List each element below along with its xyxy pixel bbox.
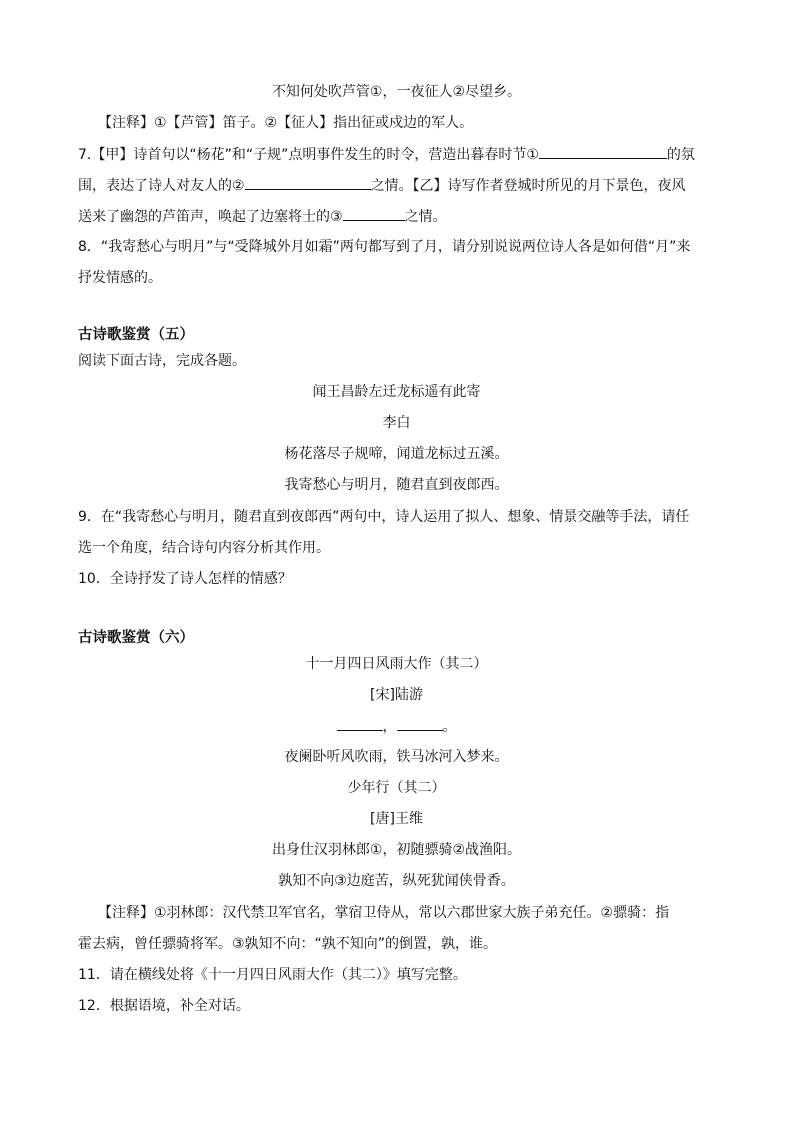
q7-text-a: 7.【甲】诗首句以“杨花”和“子规”点明事件发生的时令，营造出暮春时节① — [78, 147, 539, 163]
q7-blank-3[interactable] — [343, 206, 405, 221]
section-5-author: 李白 — [382, 415, 411, 431]
q7-text-b: 的氛 — [666, 147, 695, 163]
q7-blank-2[interactable] — [245, 175, 371, 190]
poem-1-blank-a[interactable] — [337, 716, 383, 731]
q7-text-c: 围，表达了诗人对友人的② — [78, 178, 245, 194]
poem-1-blank-b[interactable] — [397, 716, 443, 731]
q7-text-d: 之情。【乙】诗写作者登城时所见的月下景色，夜风 — [370, 178, 686, 194]
poem-top-note: 【注释】①【芦管】笛子。②【征人】指出征或戍边的军人。 — [98, 115, 474, 131]
question-8-line1: 8．“我寄愁心与明月”与“受降城外月如霜”两句都写到了月，请分别说说两位诗人各是如何借“月”来 — [78, 239, 691, 255]
section-5-instruction: 阅读下面古诗，完成各题。 — [78, 353, 246, 369]
question-8-line2: 抒发情感的。 — [78, 270, 162, 286]
q7-blank-1[interactable] — [539, 144, 667, 159]
q7-text-e: 送来了幽怨的芦笛声，唤起了边塞将士的③ — [78, 209, 343, 225]
poem-2-verse-1: 出身仕汉羽林郎①，初随骠骑②战渔阳。 — [271, 842, 522, 858]
poem-2-title: 少年行（其二） — [347, 780, 446, 796]
question-12: 12．根据语境，补全对话。 — [78, 998, 250, 1014]
question-9-line1: 9．在“我寄愁心与明月，随君直到夜郎西”两句中，诗人运用了拟人、想象、情景交融等手法，请任 — [78, 509, 690, 525]
section-5-poem-title: 闻王昌龄左迁龙标遥有此寄 — [312, 384, 481, 400]
section-6-heading: 古诗歌鉴赏（六） — [78, 630, 194, 646]
poem-1-blank-sep: ， — [382, 719, 397, 735]
poem-top-line: 不知何处吹芦管①，一夜征人②尽望乡。 — [271, 84, 522, 100]
poem-2-verse-2: 孰知不向③边庭苦，纵死犹闻侠骨香。 — [278, 873, 515, 889]
poem-2-author: [唐]王维 — [370, 811, 423, 827]
question-7-line1 — [78, 144, 695, 165]
question-9-line2: 选一个角度，结合诗句内容分析其作用。 — [78, 540, 330, 556]
poem-1-blank-line — [0, 716, 793, 737]
q7-text-f: 之情。 — [404, 209, 447, 225]
poem-1-verse: 夜阑卧听风吹雨，铁马冰河入梦来。 — [284, 749, 509, 765]
question-10: 10．全诗抒发了诗人怎样的情感？ — [78, 571, 292, 587]
section-6-note-line2: 霍去病，曾任骠骑将军。③孰知不向：“孰不知向”的倒置，孰，谁。 — [78, 936, 498, 952]
section-5-heading: 古诗歌鉴赏（五） — [78, 327, 194, 343]
section-5-verse-2: 我寄愁心与明月，随君直到夜郎西。 — [284, 477, 509, 493]
poem-1-author: [宋]陆游 — [370, 687, 423, 703]
poem-1-title: 十一月四日风雨大作（其二） — [305, 656, 488, 672]
poem-1-blank-end: 。 — [442, 719, 457, 735]
section-6-note-line1: 【注释】①羽林郎：汉代禁卫军官名，掌宿卫侍从，常以六郡世家大族子弟充任。②骠骑：指 — [98, 905, 670, 921]
section-5-verse-1: 杨花落尽子规啼，闻道龙标过五溪。 — [284, 446, 509, 462]
question-7-line3 — [78, 206, 447, 227]
question-7-line2 — [78, 175, 686, 196]
question-11: 11．请在横线处将《十一月四日风雨大作（其二）》填写完整。 — [78, 967, 467, 983]
